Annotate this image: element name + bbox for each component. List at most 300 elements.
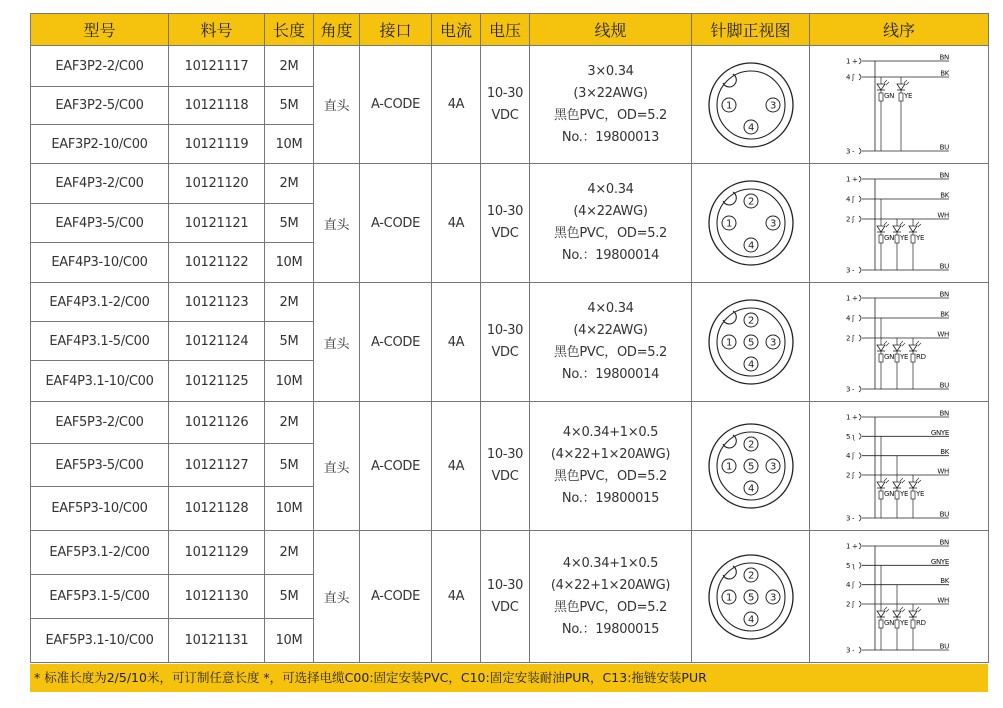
wire-label: BN — [939, 538, 949, 546]
voltage-cell — [481, 46, 530, 164]
wire-bk — [846, 191, 950, 203]
wire-label: BN — [939, 409, 949, 417]
model-cell: EAF5P3-5/C00 — [31, 444, 169, 487]
terminal-bracket — [859, 196, 861, 202]
led-symbol — [909, 226, 917, 232]
terminal-pin: 4 — [846, 451, 851, 460]
terminal-bracket — [859, 452, 861, 458]
led-symbol — [893, 345, 901, 351]
model-cell: EAF3P2-10/C00 — [31, 125, 169, 164]
pin-5 — [744, 335, 758, 349]
interface-cell: A-CODE — [360, 531, 432, 663]
model-cell: EAF5P3.1-5/C00 — [31, 575, 169, 619]
terminal-symbol: - — [852, 266, 855, 274]
terminal-pin: 3 — [846, 385, 851, 393]
resistor — [879, 491, 883, 499]
header-current: 电流 — [432, 14, 481, 46]
resistor — [895, 491, 899, 499]
current-cell: 4A — [432, 531, 481, 663]
model-cell: EAF4P3-10/C00 — [31, 243, 169, 283]
voltage-line: VDC — [491, 469, 519, 484]
pin-number: 3 — [769, 592, 776, 603]
wiring-diagram — [845, 288, 953, 397]
resistor — [911, 620, 915, 628]
terminal-symbol: ʃ — [852, 334, 855, 342]
wire-label: BN — [939, 290, 949, 298]
led-symbol — [877, 345, 885, 351]
wire-gnye — [846, 428, 949, 440]
wire-bn — [846, 53, 949, 65]
interface-cell: A-CODE — [360, 46, 432, 164]
led-rd — [909, 604, 926, 650]
terminal-bracket — [859, 414, 861, 420]
pin-number: 3 — [769, 218, 776, 230]
pin-view-cell — [692, 164, 810, 283]
length-cell: 10M — [265, 125, 314, 164]
pin-number: 4 — [747, 614, 754, 625]
pin-2 — [744, 437, 758, 451]
pin-1 — [722, 335, 736, 349]
led-symbol — [877, 226, 885, 232]
terminal-symbol: ʃ — [852, 195, 855, 203]
wire-spec-line: 4×0.34 — [587, 182, 634, 197]
voltage-cell — [481, 531, 530, 663]
wire-label: WH — [937, 596, 949, 604]
pin-4 — [744, 612, 758, 626]
length-cell: 10M — [265, 619, 314, 663]
led-color-label: GN — [884, 352, 895, 361]
terminal-symbol: ʃ — [852, 314, 855, 322]
led-gn — [877, 318, 894, 389]
wire-spec-line: (4×22+1×20AWG) — [550, 447, 671, 462]
terminal-bracket — [859, 581, 861, 587]
wire-label: BU — [939, 381, 949, 389]
led-ye — [909, 219, 924, 270]
terminal-bracket — [859, 543, 861, 549]
pin-number: 4 — [747, 240, 754, 252]
terminal-pin: 3 — [846, 266, 851, 274]
resistor — [879, 620, 883, 628]
terminal-pin: 4 — [846, 314, 851, 322]
terminal-symbol: + — [852, 413, 858, 421]
header-angle: 角度 — [314, 14, 360, 46]
wire-label: BU — [939, 642, 949, 650]
wire-gnye — [846, 557, 949, 569]
part-number-cell: 10121129 — [169, 531, 265, 575]
wire-spec-cell — [530, 46, 692, 164]
led-color-label: YE — [916, 489, 925, 498]
pin-number: 5 — [747, 592, 754, 603]
model-cell: EAF5P3.1-10/C00 — [31, 619, 169, 663]
led-color-label: YE — [900, 233, 909, 242]
resistor — [895, 620, 899, 628]
length-cell: 2M — [265, 531, 314, 575]
pin-1 — [722, 590, 736, 604]
led-color-label: RD — [916, 618, 926, 627]
led-ye — [893, 584, 908, 649]
wire-spec-cell — [530, 402, 692, 531]
resistor — [895, 354, 899, 362]
wiring-cell — [810, 531, 989, 663]
terminal-symbol: - — [852, 385, 855, 393]
pin-view-cell — [692, 283, 810, 402]
pin-number: 1 — [725, 337, 732, 349]
terminal-pin: 4 — [846, 73, 851, 81]
terminal-pin: 3 — [846, 147, 851, 155]
wire-label: BU — [939, 143, 949, 151]
wire-label: BK — [940, 69, 949, 77]
wire-bk — [846, 577, 950, 589]
table-row — [31, 283, 989, 322]
interface-cell: A-CODE — [360, 164, 432, 283]
wire-label: BK — [940, 576, 949, 585]
pin-face-diagram — [703, 549, 799, 645]
model-cell: EAF4P3.1-2/C00 — [31, 283, 169, 322]
pin-number: 3 — [769, 461, 776, 473]
length-cell: 10M — [265, 243, 314, 283]
pin-view-cell — [692, 531, 810, 663]
led-symbol — [893, 482, 901, 488]
table-row — [31, 46, 989, 87]
wire-label: BK — [940, 447, 949, 456]
voltage-line: 10-30 — [486, 447, 524, 462]
wire-bu — [846, 510, 949, 522]
model-cell: EAF5P3.1-2/C00 — [31, 531, 169, 575]
wire-label: GNYE — [930, 557, 949, 566]
model-cell: EAF3P2-5/C00 — [31, 87, 169, 125]
terminal-pin: 2 — [846, 334, 851, 342]
led-ye — [897, 77, 912, 151]
length-cell: 2M — [265, 46, 314, 87]
led-symbol — [909, 611, 917, 617]
terminal-symbol: + — [852, 175, 858, 183]
wire-label: BK — [940, 191, 949, 199]
voltage-line: 10-30 — [486, 323, 524, 338]
terminal-symbol: ʃ — [852, 73, 855, 81]
terminal-symbol: + — [852, 542, 858, 550]
part-number-cell: 10121121 — [169, 204, 265, 243]
voltage-cell — [481, 402, 530, 531]
header-wire-gauge: 线规 — [530, 14, 692, 46]
wire-bu — [846, 381, 949, 393]
header-row — [31, 14, 989, 46]
wire-wh — [846, 467, 949, 479]
wire-spec-line: 4×0.34 — [587, 301, 634, 316]
led-color-label: YE — [900, 352, 909, 361]
part-number-cell: 10121126 — [169, 402, 265, 444]
terminal-bracket — [859, 74, 861, 80]
terminal-bracket — [859, 216, 861, 222]
wire-spec-line: 4×0.34+1×0.5 — [562, 555, 659, 571]
interface-cell: A-CODE — [360, 402, 432, 531]
pin-2 — [744, 313, 758, 327]
interface-cell: A-CODE — [360, 283, 432, 402]
led-symbol — [877, 611, 885, 617]
wire-spec-line: (4×22AWG) — [573, 323, 648, 338]
pin-number: 2 — [747, 439, 754, 451]
pin-1 — [722, 98, 736, 112]
pin-3 — [766, 459, 780, 473]
header-part-number: 料号 — [169, 14, 265, 46]
wire-spec-cell — [530, 283, 692, 402]
header-pin-view: 针脚正视图 — [692, 14, 810, 46]
terminal-symbol: - — [852, 514, 855, 522]
model-cell: EAF5P3-10/C00 — [31, 487, 169, 531]
part-number-cell: 10121131 — [169, 619, 265, 663]
wire-spec-line: No.：19800015 — [561, 621, 660, 637]
terminal-bracket — [859, 562, 861, 568]
part-number-cell: 10121119 — [169, 125, 265, 164]
pin-4 — [744, 481, 758, 495]
pin-number: 1 — [725, 592, 732, 603]
led-symbol — [893, 611, 901, 617]
terminal-symbol: ʃ — [852, 471, 855, 479]
resistor — [879, 93, 883, 101]
terminal-pin: 3 — [846, 646, 851, 654]
pin-3 — [766, 335, 780, 349]
wire-spec-line: 黑色PVC，OD=5.2 — [553, 469, 668, 484]
led-color-label: YE — [916, 233, 925, 242]
pin-4 — [744, 120, 758, 134]
led-symbol — [897, 84, 905, 90]
wire-wh — [846, 330, 949, 342]
wire-bn — [846, 171, 949, 183]
wire-label: BN — [939, 53, 949, 61]
pin-number: 1 — [725, 100, 732, 111]
pin-5 — [744, 590, 758, 604]
terminal-symbol: - — [852, 646, 855, 654]
wire-spec-line: (3×22AWG) — [573, 85, 648, 101]
wire-label: GNYE — [930, 428, 949, 437]
terminal-bracket — [859, 315, 861, 321]
length-cell: 5M — [265, 87, 314, 125]
terminal-symbol: ʃ — [852, 580, 855, 589]
part-number-cell: 10121130 — [169, 575, 265, 619]
pin-3 — [766, 590, 780, 604]
led-color-label: RD — [916, 352, 926, 361]
pin-number: 5 — [747, 461, 754, 473]
wire-bn — [846, 409, 949, 421]
pin-face-diagram — [703, 418, 799, 514]
led-ye — [893, 455, 908, 517]
wire-bk — [846, 69, 950, 81]
resistor — [879, 354, 883, 362]
pin-number: 2 — [747, 196, 754, 208]
led-ye — [893, 338, 908, 389]
length-cell: 2M — [265, 402, 314, 444]
model-cell: EAF4P3-2/C00 — [31, 164, 169, 204]
wire-spec-line: (4×22AWG) — [573, 204, 648, 219]
wire-bn — [846, 290, 949, 302]
length-cell: 5M — [265, 322, 314, 361]
wire-label: BK — [940, 310, 949, 318]
angle-cell: 直头 — [314, 46, 360, 164]
wiring-diagram — [845, 169, 953, 278]
terminal-symbol: ʅ — [852, 561, 855, 570]
pin-number: 1 — [725, 461, 732, 473]
voltage-line: 10-30 — [486, 85, 524, 101]
part-number-cell: 10121127 — [169, 444, 265, 487]
pin-view-cell — [692, 46, 810, 164]
terminal-pin: 1 — [846, 57, 851, 65]
led-color-label: GN — [884, 489, 895, 498]
led-gn — [877, 565, 894, 650]
terminal-symbol: - — [852, 147, 855, 155]
length-cell: 5M — [265, 204, 314, 243]
part-number-cell: 10121120 — [169, 164, 265, 204]
pin-number: 1 — [725, 218, 732, 230]
pin-2 — [744, 194, 758, 208]
terminal-pin: 4 — [846, 195, 851, 203]
wire-spec-cell — [530, 531, 692, 663]
terminal-pin: 2 — [846, 600, 851, 608]
wire-bu — [846, 642, 949, 654]
terminal-pin: 5 — [846, 561, 851, 570]
wire-spec-line: 黑色PVC，OD=5.2 — [553, 345, 668, 360]
terminal-symbol: + — [852, 57, 858, 65]
header-interface: 接口 — [360, 14, 432, 46]
wiring-cell — [810, 402, 989, 531]
terminal-bracket — [859, 176, 861, 182]
model-cell: EAF4P3.1-5/C00 — [31, 322, 169, 361]
wire-label: BU — [939, 510, 949, 518]
pin-5 — [744, 459, 758, 473]
pin-view-cell — [692, 402, 810, 531]
pin-number: 3 — [769, 337, 776, 349]
terminal-symbol: + — [852, 294, 858, 302]
angle-cell: 直头 — [314, 531, 360, 663]
product-table — [30, 13, 989, 663]
led-gn — [877, 436, 894, 518]
terminal-pin: 3 — [846, 514, 851, 522]
led-gn — [877, 199, 894, 270]
voltage-line: 10-30 — [486, 577, 524, 593]
voltage-line: VDC — [491, 599, 519, 615]
part-number-cell: 10121118 — [169, 87, 265, 125]
wire-spec-line: 黑色PVC，OD=5.2 — [553, 599, 668, 615]
wire-bk — [846, 310, 950, 322]
wiring-diagram — [845, 407, 953, 526]
terminal-bracket — [859, 515, 861, 521]
pin-1 — [722, 459, 736, 473]
terminal-bracket — [859, 601, 861, 607]
wiring-cell — [810, 283, 989, 402]
current-cell: 4A — [432, 164, 481, 283]
model-cell: EAF5P3-2/C00 — [31, 402, 169, 444]
pin-number: 4 — [747, 359, 754, 371]
terminal-bracket — [859, 433, 861, 439]
led-color-label: GN — [884, 91, 895, 100]
pin-face-diagram — [703, 294, 799, 390]
model-cell: EAF4P3-5/C00 — [31, 204, 169, 243]
pin-number: 5 — [747, 337, 754, 349]
terminal-pin: 2 — [846, 215, 851, 223]
length-cell: 2M — [265, 283, 314, 322]
pin-face-diagram — [703, 57, 799, 153]
terminal-symbol: ʃ — [852, 451, 855, 460]
voltage-cell — [481, 283, 530, 402]
length-cell: 2M — [265, 164, 314, 204]
pin-2 — [744, 568, 758, 582]
part-number-cell: 10121128 — [169, 487, 265, 531]
resistor — [899, 93, 903, 101]
led-symbol — [877, 84, 885, 90]
terminal-symbol: ʃ — [852, 600, 855, 608]
terminal-bracket — [859, 335, 861, 341]
terminal-pin: 1 — [846, 294, 851, 302]
wire-label: BN — [939, 171, 949, 179]
length-cell: 5M — [265, 575, 314, 619]
led-color-label: YE — [900, 489, 909, 498]
angle-cell: 直头 — [314, 283, 360, 402]
pin-face-diagram — [703, 175, 799, 271]
length-cell: 10M — [265, 487, 314, 531]
led-ye — [909, 475, 924, 518]
pin-number: 2 — [747, 570, 754, 581]
wire-spec-line: No.：19800014 — [561, 367, 660, 382]
wiring-diagram — [845, 536, 953, 658]
part-number-cell: 10121123 — [169, 283, 265, 322]
led-symbol — [893, 226, 901, 232]
wire-wh — [846, 211, 949, 223]
length-cell: 10M — [265, 361, 314, 402]
pin-3 — [766, 98, 780, 112]
pin-1 — [722, 216, 736, 230]
led-color-label: GN — [884, 618, 895, 627]
model-cell: EAF3P2-2/C00 — [31, 46, 169, 87]
voltage-line: 10-30 — [486, 204, 524, 219]
part-number-cell: 10121122 — [169, 243, 265, 283]
terminal-bracket — [859, 267, 861, 273]
wire-bu — [846, 143, 949, 155]
terminal-symbol: ʅ — [852, 432, 855, 441]
resistor — [911, 491, 915, 499]
wire-label: WH — [937, 467, 949, 475]
wire-spec-line: (4×22+1×20AWG) — [550, 577, 671, 593]
wire-wh — [846, 596, 949, 608]
terminal-symbol: ʃ — [852, 215, 855, 223]
led-gn — [877, 77, 894, 151]
terminal-bracket — [859, 148, 861, 154]
angle-cell: 直头 — [314, 164, 360, 283]
current-cell: 4A — [432, 283, 481, 402]
terminal-bracket — [859, 58, 861, 64]
wire-spec-line: No.：19800013 — [561, 129, 660, 145]
wire-bu — [846, 262, 949, 274]
led-color-label: YE — [900, 618, 909, 627]
pin-number: 4 — [747, 122, 754, 133]
led-color-label: GN — [884, 233, 895, 242]
led-symbol — [909, 482, 917, 488]
pin-number: 3 — [769, 100, 776, 111]
pin-4 — [744, 238, 758, 252]
terminal-pin: 1 — [846, 413, 851, 421]
voltage-line: VDC — [491, 345, 519, 360]
resistor — [911, 235, 915, 243]
resistor — [911, 354, 915, 362]
wire-spec-line: No.：19800015 — [561, 491, 660, 506]
part-number-cell: 10121117 — [169, 46, 265, 87]
terminal-bracket — [859, 386, 861, 392]
wire-spec-line: 4×0.34+1×0.5 — [562, 425, 659, 440]
pin-3 — [766, 216, 780, 230]
terminal-pin: 1 — [846, 175, 851, 183]
terminal-pin: 2 — [846, 471, 851, 479]
wire-spec-line: 黑色PVC，OD=5.2 — [553, 226, 668, 241]
terminal-pin: 5 — [846, 432, 851, 441]
header-voltage: 电压 — [481, 14, 530, 46]
table-row — [31, 402, 989, 444]
